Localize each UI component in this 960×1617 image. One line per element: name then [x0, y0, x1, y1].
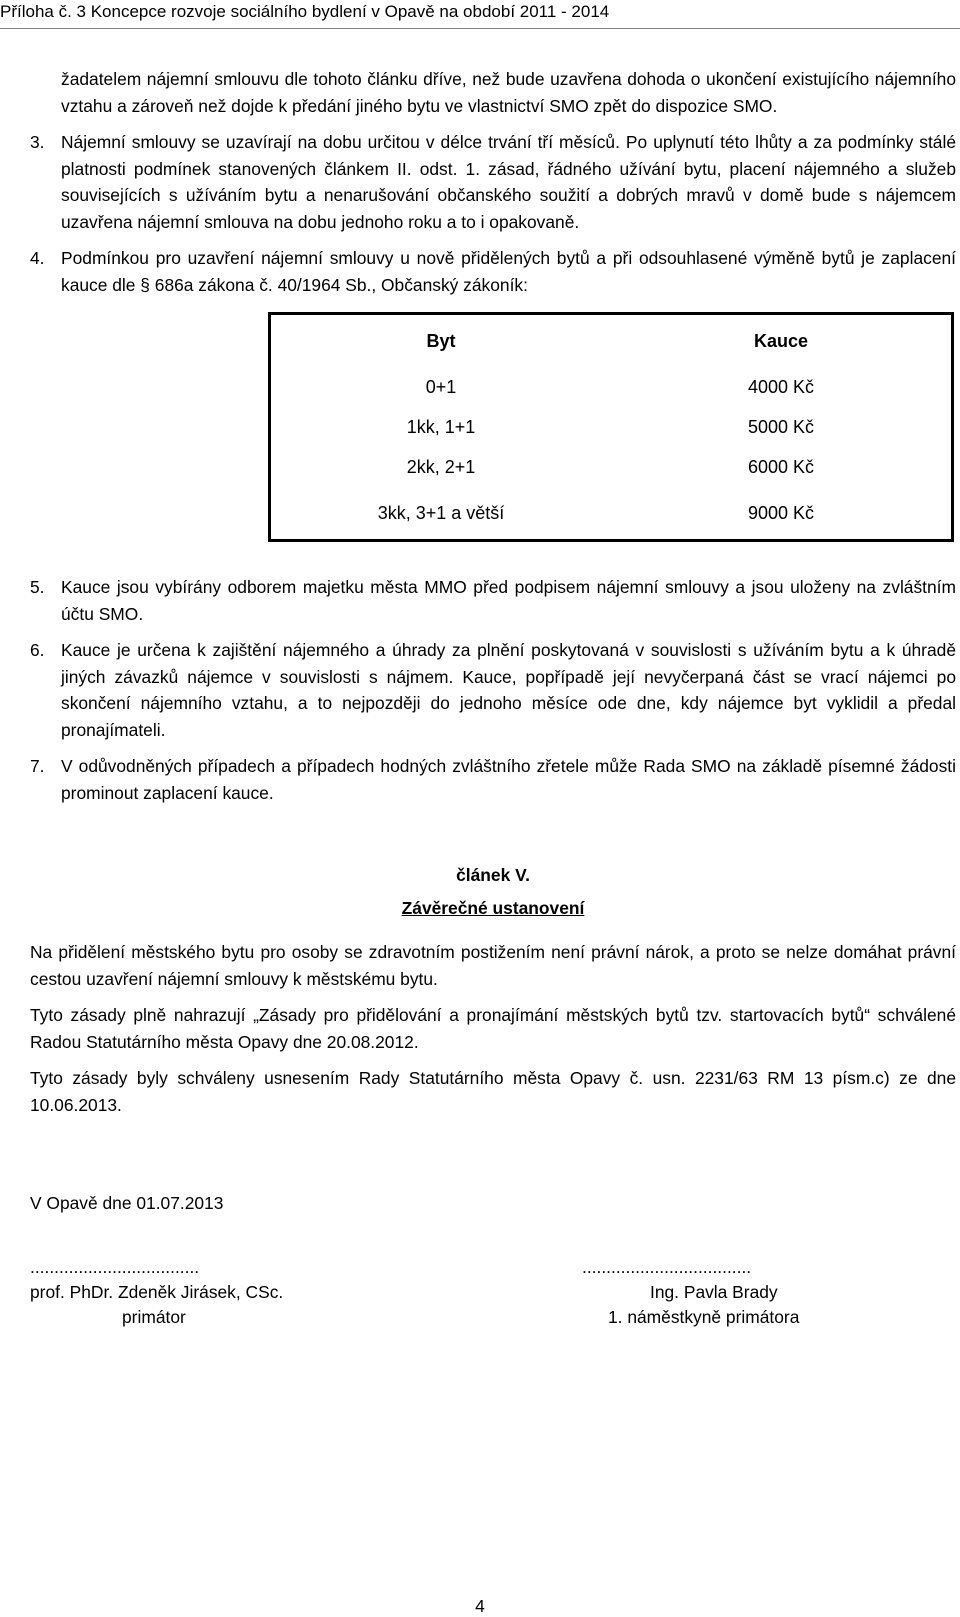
table-cell: 5000 Kč	[747, 416, 815, 437]
table-row	[270, 487, 953, 541]
item-number: 5.	[30, 577, 45, 597]
table-cell: 9000 Kč	[747, 502, 815, 523]
list-item	[30, 753, 956, 806]
list-item	[30, 129, 956, 235]
signature-line: ...................................	[582, 1256, 752, 1277]
signature-line: ...................................	[30, 1256, 200, 1277]
signature-right	[582, 1255, 882, 1330]
item-number: 4.	[30, 248, 45, 268]
article-title: Závěrečné ustanovení	[401, 897, 585, 918]
item-number: 7.	[30, 756, 45, 776]
document-body	[30, 66, 956, 1335]
signatory-role: 1. náměstkyně primátora	[608, 1306, 800, 1327]
header-title: Příloha č. 3 Koncepce rozvoje sociálního bydlení v Opavě na období 2011 - 2014	[0, 2, 610, 21]
table-cell: 6000 Kč	[747, 456, 815, 477]
article-paragraph: Tyto zásady plně nahrazují „Zásady pro přidělování a pronajímání městských bytů tzv. startovacích bytů“ schválené Radou Statutárního města Opavy dne 20.08.2012.	[30, 1005, 956, 1052]
page-header	[0, 0, 960, 24]
table-cell: 3kk, 3+1 a větší	[377, 502, 505, 523]
table-header-row	[270, 314, 953, 368]
table-row	[270, 447, 953, 487]
list-item	[30, 574, 956, 627]
table-cell: 0+1	[425, 376, 457, 397]
signatory-name: Ing. Pavla Brady	[650, 1281, 778, 1302]
signature-block	[30, 1255, 956, 1335]
item-text: Kauce je určena k zajištění nájemného a úhrady za plnění poskytovaná v souvislosti s užíváním bytu a k úhradě jiných závazků nájemce v souvislosti s nájmem. Kauce, popřípadě její nevyčerpaná část se vrací nájemci po skončení nájemního vztahu, a to nejpozději do jednoho měsíce ode dne, kdy nájemce byt vyklidil a předal pronajímateli.	[61, 640, 956, 740]
list-item	[30, 245, 956, 298]
column-header-byt: Byt	[426, 330, 456, 351]
table-cell: 1kk, 1+1	[406, 416, 476, 437]
article-heading: článek V.	[456, 865, 530, 885]
column-header-kauce: Kauce	[753, 330, 809, 351]
signature-left	[30, 1255, 360, 1330]
article-paragraph: Na přidělení městského bytu pro osoby se zdravotním postižením není právní nárok, a proto se nelze domáhat právní cestou uzavření nájemní smlouvy k městskému bytu.	[30, 942, 956, 989]
table-row	[270, 367, 953, 407]
table-cell: 2kk, 2+1	[406, 456, 476, 477]
signatory-name: prof. PhDr. Zdeněk Jirásek, CSc.	[30, 1281, 284, 1302]
deposit-table	[268, 312, 954, 542]
item-number: 6.	[30, 640, 45, 660]
table-cell: 4000 Kč	[747, 376, 815, 397]
table-row	[270, 407, 953, 447]
place-date: V Opavě dne 01.07.2013	[30, 1193, 224, 1213]
intro-paragraph: žadatelem nájemní smlouvu dle tohoto článku dříve, než bude uzavřena dohoda o ukončení existujícího nájemního vztahu a zároveň než dojde k předání jiného bytu ve vlastnictví SMO zpět do dispozice SMO.	[61, 69, 956, 116]
list-item	[30, 637, 956, 743]
item-text: V odůvodněných případech a případech hodných zvláštního zřetele může Rada SMO na základě písemné žádosti prominout zaplacení kauce.	[61, 756, 956, 803]
item-text: Podmínkou pro uzavření nájemní smlouvy u nově přidělených bytů a při odsouhlasené výměně bytů je zaplacení kauce dle § 686a zákona č. 40/1964 Sb., Občanský zákoník:	[61, 248, 956, 295]
page-number: 4	[475, 1596, 485, 1616]
item-text: Kauce jsou vybírány odborem majetku města MMO před podpisem nájemní smlouvy a jsou uloženy na zvláštním účtu SMO.	[61, 577, 956, 624]
header-rule	[0, 28, 960, 29]
item-number: 3.	[30, 132, 45, 152]
article-paragraph: Tyto zásady byly schváleny usnesením Rady Statutárního města Opavy č. usn. 2231/63 RM 13 písm.c) ze dne 10.06.2013.	[30, 1068, 956, 1115]
item-text: Nájemní smlouvy se uzavírají na dobu určitou v délce trvání tří měsíců. Po uplynutí této lhůty a za podmínky stálé platnosti podmínek stanovených článkem II. odst. 1. zásad, řádného užívání bytu, placení nájemného a služeb souvisejících s užíváním bytu a nenarušování občanského soužití a dobrých mravů v domě bude s nájemcem uzavřena nájemní smlouva na dobu jednoho roku a to i opakovaně.	[61, 132, 956, 232]
signatory-role: primátor	[122, 1306, 186, 1327]
